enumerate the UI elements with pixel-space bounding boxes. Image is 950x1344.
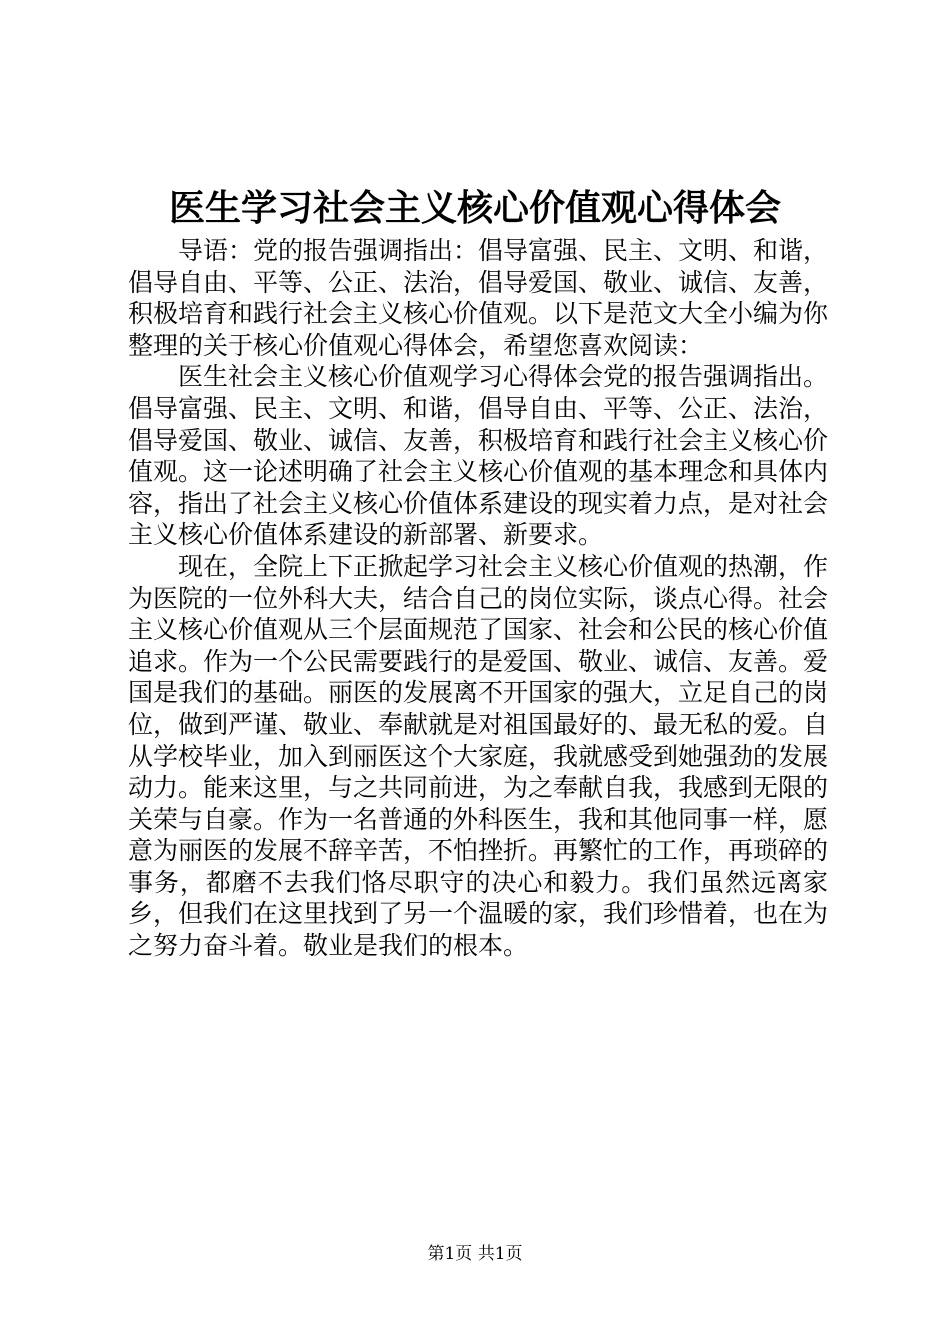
page-footer [0, 1242, 950, 1266]
document-body [128, 235, 828, 962]
document-title: 医生学习社会主义核心价值观心得体会 [168, 187, 781, 229]
page-number: 第1页 [427, 1244, 473, 1264]
paragraph-reflection: 现在，全院上下正掀起学习社会主义核心价值观的热潮，作为医院的一位外科大夫，结合自己的岗位实际，谈点心得。社会主义核心价值观从三个层面规范了国家、社会和公民的核心价值追求。作为一个公民需要践行的是爱国、敬业、诚信、友善。爱国是我们的基础。丽医的发展离不开国家的强大，立足自己的岗位，做到严谨、敬业、奉献就是对祖国最好的、最无私的爱。自从学校毕业，加入到丽医这个大家庭，我就感受到她强劲的发展动力。能来这里，与之共同前进，为之奉献自我，我感到无限的关荣与自豪。作为一名普通的外科医生，我和其他同事一样，愿意为丽医的发展不辞辛苦，不怕挫折。再繁忙的工作，再琐碎的事务，都磨不去我们恪尽职守的决心和毅力。我们虽然远离家乡，但我们在这里找到了另一个温暖的家，我们珍惜着，也在为之努力奋斗着。敬业是我们的根本。 [128, 551, 829, 961]
paragraph-intro: 导语：党的报告强调指出：倡导富强、民主、文明、和谐，倡导自由、平等、公正、法治，倡导爱国、敬业、诚信、友善，积极培育和践行社会主义核心价值观。以下是范文大全小编为你整理的关于核心价值观心得体会，希望您喜欢阅读： [128, 236, 829, 360]
page-total: 共1页 [477, 1244, 523, 1264]
paragraph-core-values: 医生社会主义核心价值观学习心得体会党的报告强调指出。倡导富强、民主、文明、和谐，倡导自由、平等、公正、法治，倡导爱国、敬业、诚信、友善，积极培育和践行社会主义核心价值观。这一论述明确了社会主义核心价值观的基本理念和具体内容，指出了社会主义核心价值体系建设的现实着力点，是对社会主义核心价值体系建设的新部署、新要求。 [128, 362, 829, 550]
